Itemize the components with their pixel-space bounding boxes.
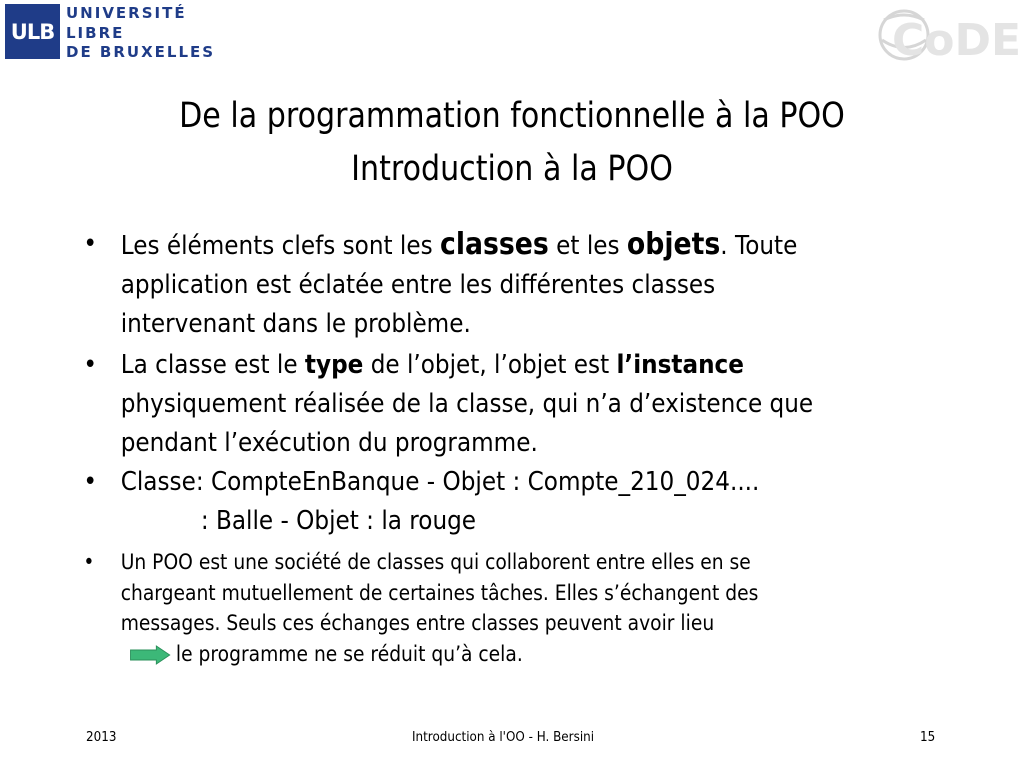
slide-body xyxy=(78,225,958,669)
b2-bold-type: type xyxy=(304,350,364,380)
bullet-item-2 xyxy=(78,346,1002,463)
bullet-marker: • xyxy=(83,550,95,574)
b2-line-2: physiquement réalisée de la classe, qui n’a d’existence que xyxy=(120,389,814,419)
slide-title xyxy=(72,90,953,196)
bullet-item-3 xyxy=(78,463,1002,541)
svg-text:CoDE: CoDE xyxy=(892,15,1022,66)
b1-line-3: intervenant dans le problème. xyxy=(120,309,471,339)
b1-bold-objets: objets xyxy=(626,227,721,262)
bullet-item-1 xyxy=(78,225,1002,344)
b3-line-2: : Balle - Objet : la rouge xyxy=(200,506,477,536)
ulb-logo-mark xyxy=(5,4,60,59)
b1-text-pre: Les éléments clefs sont les xyxy=(120,231,441,261)
ulb-logo-text xyxy=(66,4,215,63)
right-arrow-icon xyxy=(130,645,171,665)
b4-line-4: le programme ne se réduit qu’à cela. xyxy=(175,641,523,666)
title-line-1: De la programmation fonctionnelle à la POO xyxy=(179,96,845,136)
logo-line-2: LIBRE xyxy=(66,23,125,42)
footer-title: Introduction à l'OO - H. Bersini xyxy=(412,730,595,745)
bullet-marker: • xyxy=(83,229,97,259)
b4-line-1: Un POO est une société de classes qui collaborent entre elles en se xyxy=(120,550,751,574)
b2-line-3: pendant l’exécution du programme. xyxy=(120,428,538,458)
code-watermark-logo xyxy=(874,0,1024,75)
b2-text-pre: La classe est le xyxy=(120,350,305,380)
bullet-marker: • xyxy=(83,350,97,380)
b3-line-1: Classe: CompteEnBanque - Objet : Compte_210_024.... xyxy=(120,467,760,497)
b1-text-post: . Toute xyxy=(720,231,798,261)
b1-text-mid: et les xyxy=(548,231,627,261)
b4-arrow-row xyxy=(121,639,1002,670)
ulb-logo-abbr: ULB xyxy=(10,19,55,44)
b1-line-2: application est éclatée entre les différentes classes xyxy=(120,270,716,300)
b4-line-3: messages. Seuls ces échanges entre classes peuvent avoir lieu xyxy=(120,611,715,635)
logo-line-3: DE BRUXELLES xyxy=(66,43,216,61)
bullet-item-4 xyxy=(78,547,1002,669)
title-line-2: Introduction à la POO xyxy=(351,149,673,189)
footer-page-number: 15 xyxy=(920,730,936,745)
logo-line-1: UNIVERSITÉ xyxy=(66,4,187,22)
b2-text-mid: de l’objet, l’objet est xyxy=(363,350,617,380)
footer-year: 2013 xyxy=(86,730,117,745)
b1-bold-classes: classes xyxy=(440,227,549,262)
b2-bold-instance: l’instance xyxy=(616,350,744,380)
b4-line-2: chargeant mutuellement de certaines tâches. Elles s’échangent des xyxy=(120,580,759,605)
bullet-marker: • xyxy=(83,467,97,497)
